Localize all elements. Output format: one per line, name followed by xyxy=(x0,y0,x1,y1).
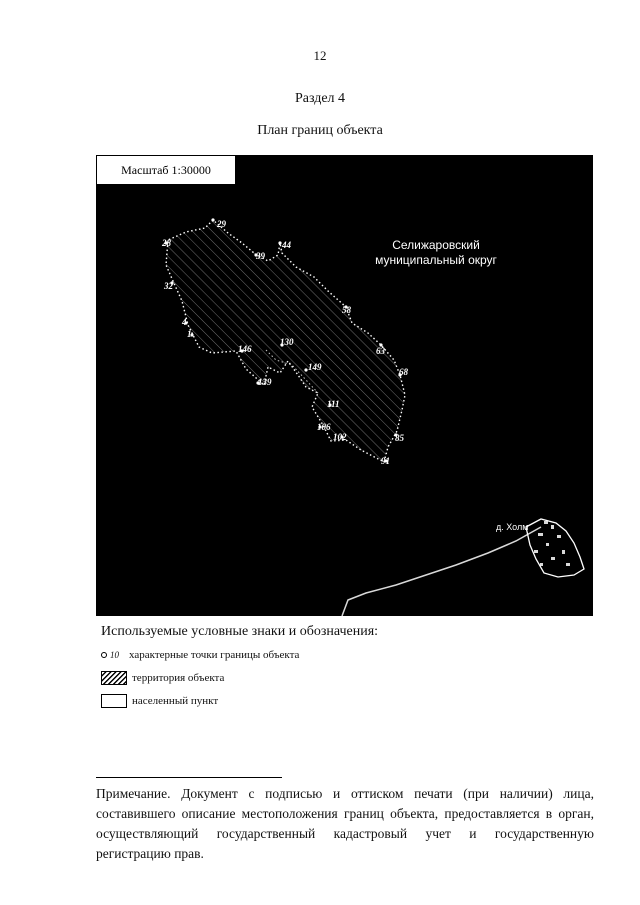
point-label-106: 106 xyxy=(317,422,331,432)
legend-label-boundary-points: характерные точки границы объекта xyxy=(129,649,300,661)
point-label-29: 29 xyxy=(217,219,226,229)
point-label-139: 139 xyxy=(258,377,272,387)
point-label-149: 149 xyxy=(308,362,322,372)
footnote-text: Примечание. Документ с подписью и оттиском печати (при наличии) лица, составившего описание местоположения границ объекта, предоставляется в орган, осуществляющий государственный кадастровый учет и государственную регистрацию прав. xyxy=(96,786,594,861)
settlement-label: д. Холм xyxy=(496,522,529,532)
settlement-area xyxy=(526,519,584,577)
point-label-32: 32 xyxy=(164,281,173,291)
scale-label: Масштаб 1:30000 xyxy=(96,155,236,185)
boundary-point-symbol xyxy=(101,650,129,660)
point-label-102: 102 xyxy=(333,432,347,442)
district-label-line1: Селижаровский xyxy=(392,238,480,252)
page-number: 12 xyxy=(313,48,327,63)
point-label-85: 85 xyxy=(395,433,404,443)
boundary-map xyxy=(96,155,593,616)
map-drawing xyxy=(96,155,593,616)
legend-item-territory xyxy=(101,671,224,685)
point-label-39: 39 xyxy=(256,251,265,261)
point-label-44: 44 xyxy=(282,240,291,250)
point-label-91: 91 xyxy=(381,456,390,466)
point-label-111: 111 xyxy=(327,399,340,409)
point-label-1: 1 xyxy=(187,329,192,339)
point-label-63: 63 xyxy=(376,346,385,356)
district-label-line2: муниципальный округ xyxy=(375,253,497,267)
point-label-146: 146 xyxy=(238,344,252,354)
legend-title: Используемые условные знаки и обозначения: xyxy=(101,624,379,639)
point-label-4: 4 xyxy=(182,317,187,327)
footnote-divider xyxy=(96,777,282,778)
point-label-130: 130 xyxy=(280,337,294,347)
point-label-58: 58 xyxy=(342,305,351,315)
point-label-68: 68 xyxy=(399,367,408,377)
plan-title: План границ объекта xyxy=(257,123,383,138)
hatch-swatch-icon xyxy=(101,671,127,685)
point-dot-icon xyxy=(101,652,107,658)
point-sample-number: 10 xyxy=(110,650,119,660)
section-title: Раздел 4 xyxy=(294,91,346,106)
road-line xyxy=(342,527,541,616)
legend-item-settlement xyxy=(101,694,218,708)
legend-label-territory: территория объекта xyxy=(132,672,225,684)
point-label-28: 28 xyxy=(162,238,171,248)
legend-label-settlement: населенный пункт xyxy=(132,695,219,707)
legend-item-boundary-points xyxy=(101,649,299,661)
settlement-swatch-icon xyxy=(101,694,127,708)
